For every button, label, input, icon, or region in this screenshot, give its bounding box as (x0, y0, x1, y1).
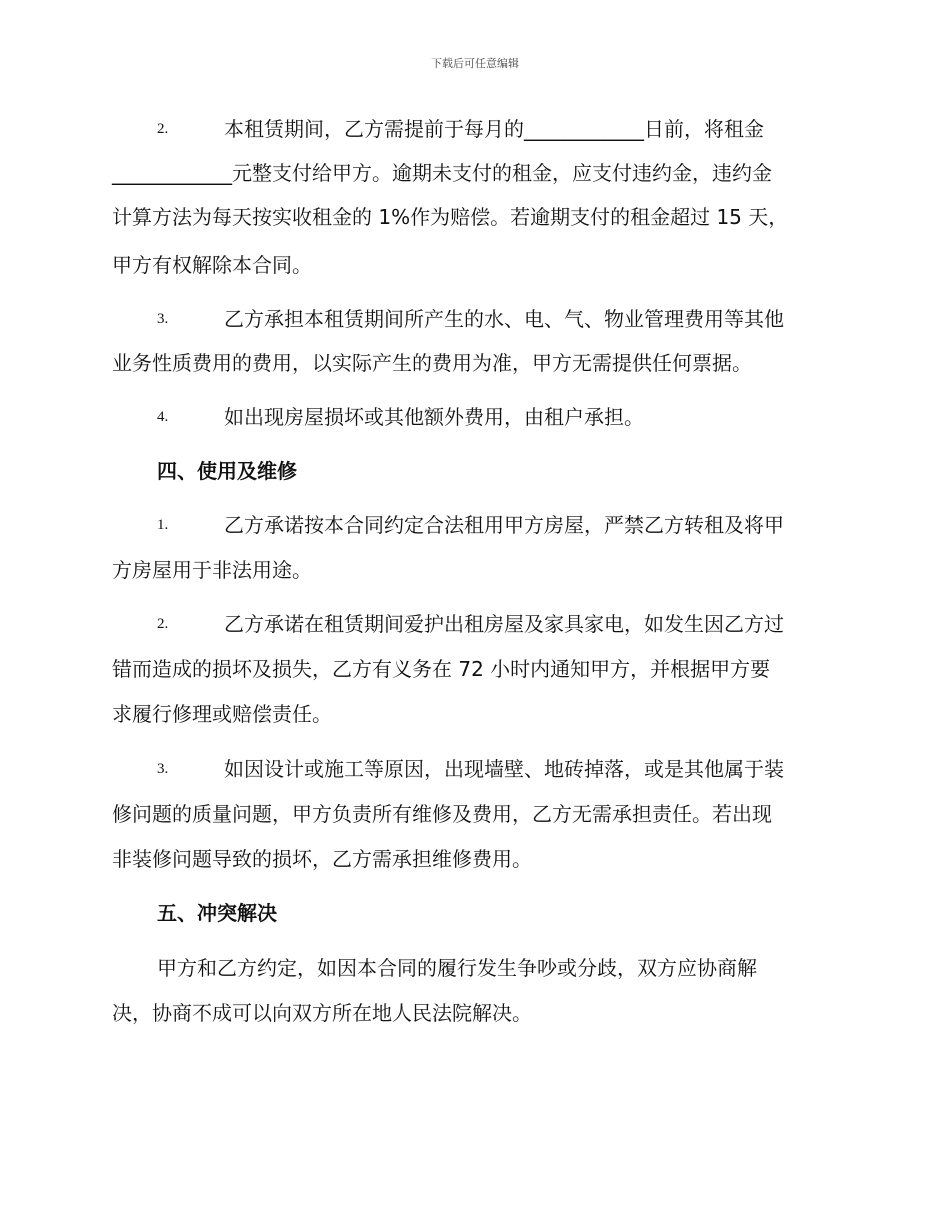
paragraph-line: 决，协商不成可以向双方所在地人民法院解决。 (112, 1001, 532, 1025)
paragraph-line: ____________元整支付给甲方。逾期未支付的租金，应支付违约金，违约金 (112, 161, 772, 185)
paragraph-line: 修问题的质量问题，甲方负责所有维修及费用，乙方无需承担责任。若出现 (112, 802, 772, 826)
paragraph-line: 甲方有权解除本合同。 (112, 253, 312, 277)
item-number: 4. (157, 409, 169, 425)
paragraph-line: 乙方承诺在租赁期间爱护出租房屋及家具家电，如发生因乙方过 (224, 612, 784, 636)
paragraph-line: 错而造成的损坏及损失，乙方有义务在 72 小时内通知甲方，并根据甲方要 (112, 657, 771, 681)
paragraph-line: 方房屋用于非法用途。 (112, 558, 312, 582)
section-heading: 四、使用及维修 (157, 459, 297, 483)
item-number: 2. (157, 616, 169, 632)
paragraph-line: 乙方承担本租赁期间所产生的水、电、气、物业管理费用等其他 (224, 307, 784, 331)
paragraph-line: 乙方承诺按本合同约定合法租用甲方房屋，严禁乙方转租及将甲 (224, 513, 784, 537)
item-number: 2. (157, 121, 169, 137)
paragraph-line: 本租赁期间，乙方需提前于每月的____________日前，将租金 (224, 117, 764, 141)
item-number: 3. (157, 761, 169, 777)
paragraph-line: 求履行修理或赔偿责任。 (112, 702, 332, 726)
paragraph-line: 如因设计或施工等原因，出现墙壁、地砖掉落，或是其他属于装 (224, 757, 784, 781)
item-number: 1. (157, 517, 169, 533)
paragraph-line: 业务性质费用的费用，以实际产生的费用为准，甲方无需提供任何票据。 (112, 351, 752, 375)
item-number: 3. (157, 311, 169, 327)
section-heading: 五、冲突解决 (157, 901, 277, 925)
paragraph-line: 非装修问题导致的损坏，乙方需承担维修费用。 (112, 847, 532, 871)
paragraph-line: 甲方和乙方约定，如因本合同的履行发生争吵或分歧，双方应协商解 (157, 956, 757, 980)
page-header: 下载后可任意编辑 (431, 57, 519, 70)
paragraph-line: 计算方法为每天按实收租金的 1%作为赔偿。若逾期支付的租金超过 15 天， (112, 205, 789, 229)
paragraph-line: 如出现房屋损坏或其他额外费用，由租户承担。 (224, 405, 644, 429)
